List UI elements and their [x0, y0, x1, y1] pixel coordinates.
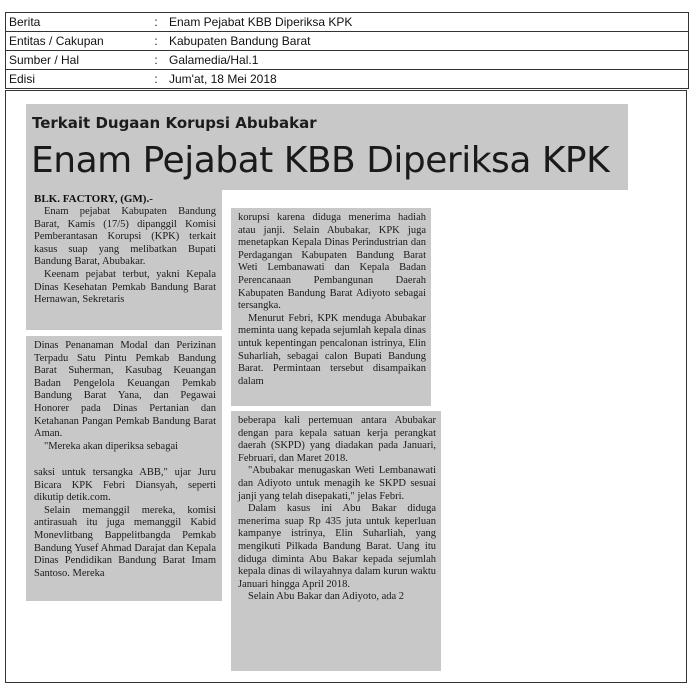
paragraph: korupsi karena diduga menerima hadiah atau janji. Selain Abubakar, KPK juga menetapkan Kepala Dinas Perindustrian dan Perdagangan Kabupaten Bandung Barat Weti Lembanawati dan Kepala Badan Perencanaan Pembangunan Daerah Kabupaten Bandung Barat Adiyoto sebagai tersangka. [238, 212, 426, 312]
meta-value: Galamedia/Hal.1 [169, 53, 259, 67]
paragraph: Dinas Penanaman Modal dan Perizinan Terpadu Satu Pintu Pemkab Bandung Barat Suherman, Kasubag Keuangan Badan Pengelola Keuangan Pemkab Bandung Barat Yana, dan Pegawai Honorer pada Dinas Pertanian dan Ketahanan Pangan Pemkab Bandung Barat Aman. [34, 340, 216, 440]
paragraph: Enam pejabat Kabupaten Bandung Barat, Kamis (17/5) dipanggil Komisi Pemberantasan Korupsi (KPK) terkait kasus suap yang melibatkan Bupati Bandung Barat, Abubakar. [34, 206, 216, 268]
paragraph: Selain Abu Bakar dan Adiyoto, ada 2 [248, 591, 405, 603]
paragraph: Dalam kasus ini Abu Bakar diduga menerima suap Rp 435 juta untuk keperluan kampanye istrinya, Elin Suharliah, yang mengikuti Pilkada Bandung Barat. Uang itu diduga diminta Abu Bakar kepada sejumlah kepala dinas di wilayahnya dalam kurun waktu Januari hingga April 2018. [238, 503, 436, 590]
meta-colon: : [154, 72, 158, 86]
paragraph: Selain memanggil mereka, komisi antirasuah itu juga memanggil Kabid Monevlitbang Bappelitbangda Pemkab Bandung Yusef Ahmad Darajat dan Kepala Dinas Pendidikan Bandung Barat Imam Santoso. Mereka [34, 504, 216, 579]
meta-label: Sumber / Hal [9, 53, 80, 67]
meta-row-berita [6, 13, 688, 32]
article-column-2-bottom [238, 415, 436, 604]
article-byline: BLK. FACTORY, (GM).- [34, 193, 153, 205]
meta-label: Berita [9, 15, 41, 29]
paragraph: Menurut Febri, KPK menduga Abubakar meminta uang kepada sejumlah kepala dinas untuk kepentingan pencalonan istrinya, Elin Suharliah, sebagai calon Bupati Bandung Barat. Permintaan tersebut disampaikan dalam [238, 312, 426, 387]
metadata-table [5, 12, 689, 89]
meta-row-entitas [6, 32, 688, 51]
meta-colon: : [154, 53, 158, 67]
paragraph: beberapa kali pertemuan antara Abubakar dengan para kepala satuan kerja perangkat daerah (SKPD) yang diadakan pada Januari, Februari, dan Maret 2018. [238, 415, 436, 464]
meta-value: Kabupaten Bandung Barat [169, 34, 311, 48]
article-column-2-top [238, 212, 426, 388]
article-column-1-middle [34, 340, 216, 453]
meta-value: Enam Pejabat KBB Diperiksa KPK [169, 15, 353, 29]
meta-value: Jum'at, 18 Mei 2018 [169, 72, 277, 86]
meta-row-edisi [6, 70, 688, 88]
paragraph: "Mereka akan diperiksa sebagai [44, 440, 179, 452]
article-kicker: Terkait Dugaan Korupsi Abubakar [32, 114, 317, 132]
meta-row-sumber [6, 51, 688, 70]
paragraph: Keenam pejabat terbut, yakni Kepala Dinas Kesehatan Pemkab Bandung Barat Hernawan, Sekretaris [34, 268, 216, 306]
meta-label: Entitas / Cakupan [9, 34, 104, 48]
meta-label: Edisi [9, 72, 36, 86]
article-column-1-bottom [34, 467, 216, 580]
article-headline: Enam Pejabat KBB Diperiksa KPK [31, 140, 610, 181]
paragraph: saksi untuk tersangka ABB," ujar Juru Bicara KPK Febri Diansyah, seperti dikutip detik.com. [34, 467, 216, 504]
meta-colon: : [154, 34, 158, 48]
meta-colon: : [154, 15, 158, 29]
paragraph: "Abubakar menugaskan Weti Lembanawati dan Adiyoto untuk menagih ke SKPD sesuai janji yang telah disepakati," jelas Febri. [238, 465, 436, 502]
article-column-1-top [34, 206, 216, 307]
